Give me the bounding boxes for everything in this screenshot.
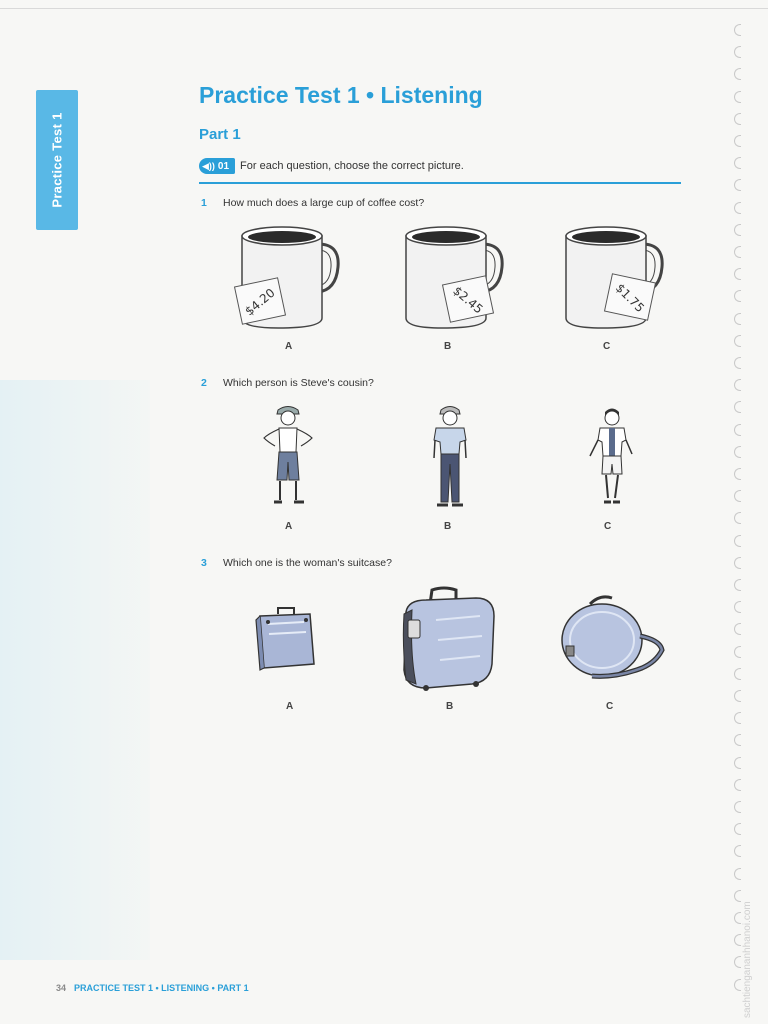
part-heading: Part 1 — [199, 126, 241, 143]
binder-hole — [734, 46, 741, 58]
side-wash — [0, 380, 150, 960]
binder-hole — [734, 979, 741, 991]
binder-hole — [734, 91, 741, 103]
binder-hole — [734, 68, 741, 80]
binder-hole — [734, 202, 741, 214]
price-tag-a: $4.20 — [242, 285, 278, 319]
audio-track-badge[interactable] — [199, 158, 235, 174]
option-letter-2b: B — [444, 521, 452, 532]
binder-hole — [734, 868, 741, 880]
binder-hole — [734, 135, 741, 147]
binder-hole — [734, 801, 741, 813]
binder-hole — [734, 757, 741, 769]
question-3 — [201, 557, 392, 569]
mug-b-image[interactable] — [392, 222, 512, 332]
page-footer — [56, 983, 249, 993]
option-letter-3c: C — [606, 701, 614, 712]
person-b-image[interactable] — [420, 402, 480, 512]
question-2 — [201, 377, 374, 389]
binder-hole — [734, 712, 741, 724]
binder-hole — [734, 268, 741, 280]
watermark: sachtiengananhhanoi.com — [742, 901, 753, 1018]
binder-hole — [734, 845, 741, 857]
binder-hole — [734, 601, 741, 613]
binder-hole — [734, 401, 741, 413]
binder-hole — [734, 623, 741, 635]
audio-track-number: 01 — [217, 160, 230, 172]
option-letter-1c: C — [603, 341, 611, 352]
mug-c-image[interactable] — [552, 222, 672, 332]
binder-hole — [734, 335, 741, 347]
option-letter-3b: B — [446, 701, 454, 712]
binder-hole — [734, 24, 741, 36]
binder-hole — [734, 779, 741, 791]
page-title: Practice Test 1 • Listening — [199, 82, 483, 108]
binder-hole — [734, 313, 741, 325]
question-number: 1 — [201, 197, 207, 209]
page-top-edge — [0, 8, 768, 9]
question-number: 3 — [201, 557, 207, 569]
binder-edge — [734, 10, 746, 1010]
side-tab — [36, 90, 78, 230]
price-tag-c: $1.75 — [612, 280, 648, 316]
binder-hole — [734, 224, 741, 236]
binder-hole — [734, 424, 741, 436]
binder-hole — [734, 290, 741, 302]
option-letter-2a: A — [285, 521, 293, 532]
person-c-image[interactable] — [582, 402, 642, 512]
question-1 — [201, 197, 424, 209]
instruction-row — [199, 157, 464, 175]
question-text: Which person is Steve's cousin? — [223, 377, 374, 389]
side-tab-label: Practice Test 1 — [49, 112, 65, 208]
binder-hole — [734, 912, 741, 924]
speaker-icon: ◀)) — [202, 160, 215, 171]
binder-hole — [734, 246, 741, 258]
suitcase-c-image[interactable] — [556, 590, 668, 688]
option-letter-1b: B — [444, 341, 452, 352]
binder-hole — [734, 357, 741, 369]
suitcase-b-image[interactable] — [396, 584, 502, 694]
page-number: 34 — [56, 983, 67, 993]
binder-hole — [734, 113, 741, 125]
option-letter-1a: A — [285, 341, 293, 352]
binder-hole — [734, 157, 741, 169]
binder-hole — [734, 646, 741, 658]
binder-hole — [734, 668, 741, 680]
binder-hole — [734, 446, 741, 458]
binder-hole — [734, 734, 741, 746]
mug-a-image[interactable] — [228, 222, 348, 332]
binder-hole — [734, 512, 741, 524]
binder-hole — [734, 823, 741, 835]
question-text: Which one is the woman's suitcase? — [223, 557, 392, 569]
header-rule — [199, 182, 681, 184]
binder-hole — [734, 579, 741, 591]
instruction-text: For each question, choose the correct picture. — [240, 160, 464, 172]
option-letter-2c: C — [604, 521, 612, 532]
person-a-image[interactable] — [258, 402, 318, 512]
binder-hole — [734, 179, 741, 191]
running-title: PRACTICE TEST 1 • LISTENING • PART 1 — [74, 983, 249, 993]
binder-hole — [734, 956, 741, 968]
binder-hole — [734, 934, 741, 946]
question-text: How much does a large cup of coffee cost? — [223, 197, 425, 209]
binder-hole — [734, 557, 741, 569]
suitcase-a-image[interactable] — [254, 604, 320, 676]
price-tag-b: $2.45 — [450, 283, 486, 317]
binder-hole — [734, 890, 741, 902]
binder-hole — [734, 535, 741, 547]
binder-hole — [734, 490, 741, 502]
question-number: 2 — [201, 377, 207, 389]
binder-hole — [734, 379, 741, 391]
option-letter-3a: A — [286, 701, 294, 712]
binder-hole — [734, 690, 741, 702]
binder-hole — [734, 468, 741, 480]
